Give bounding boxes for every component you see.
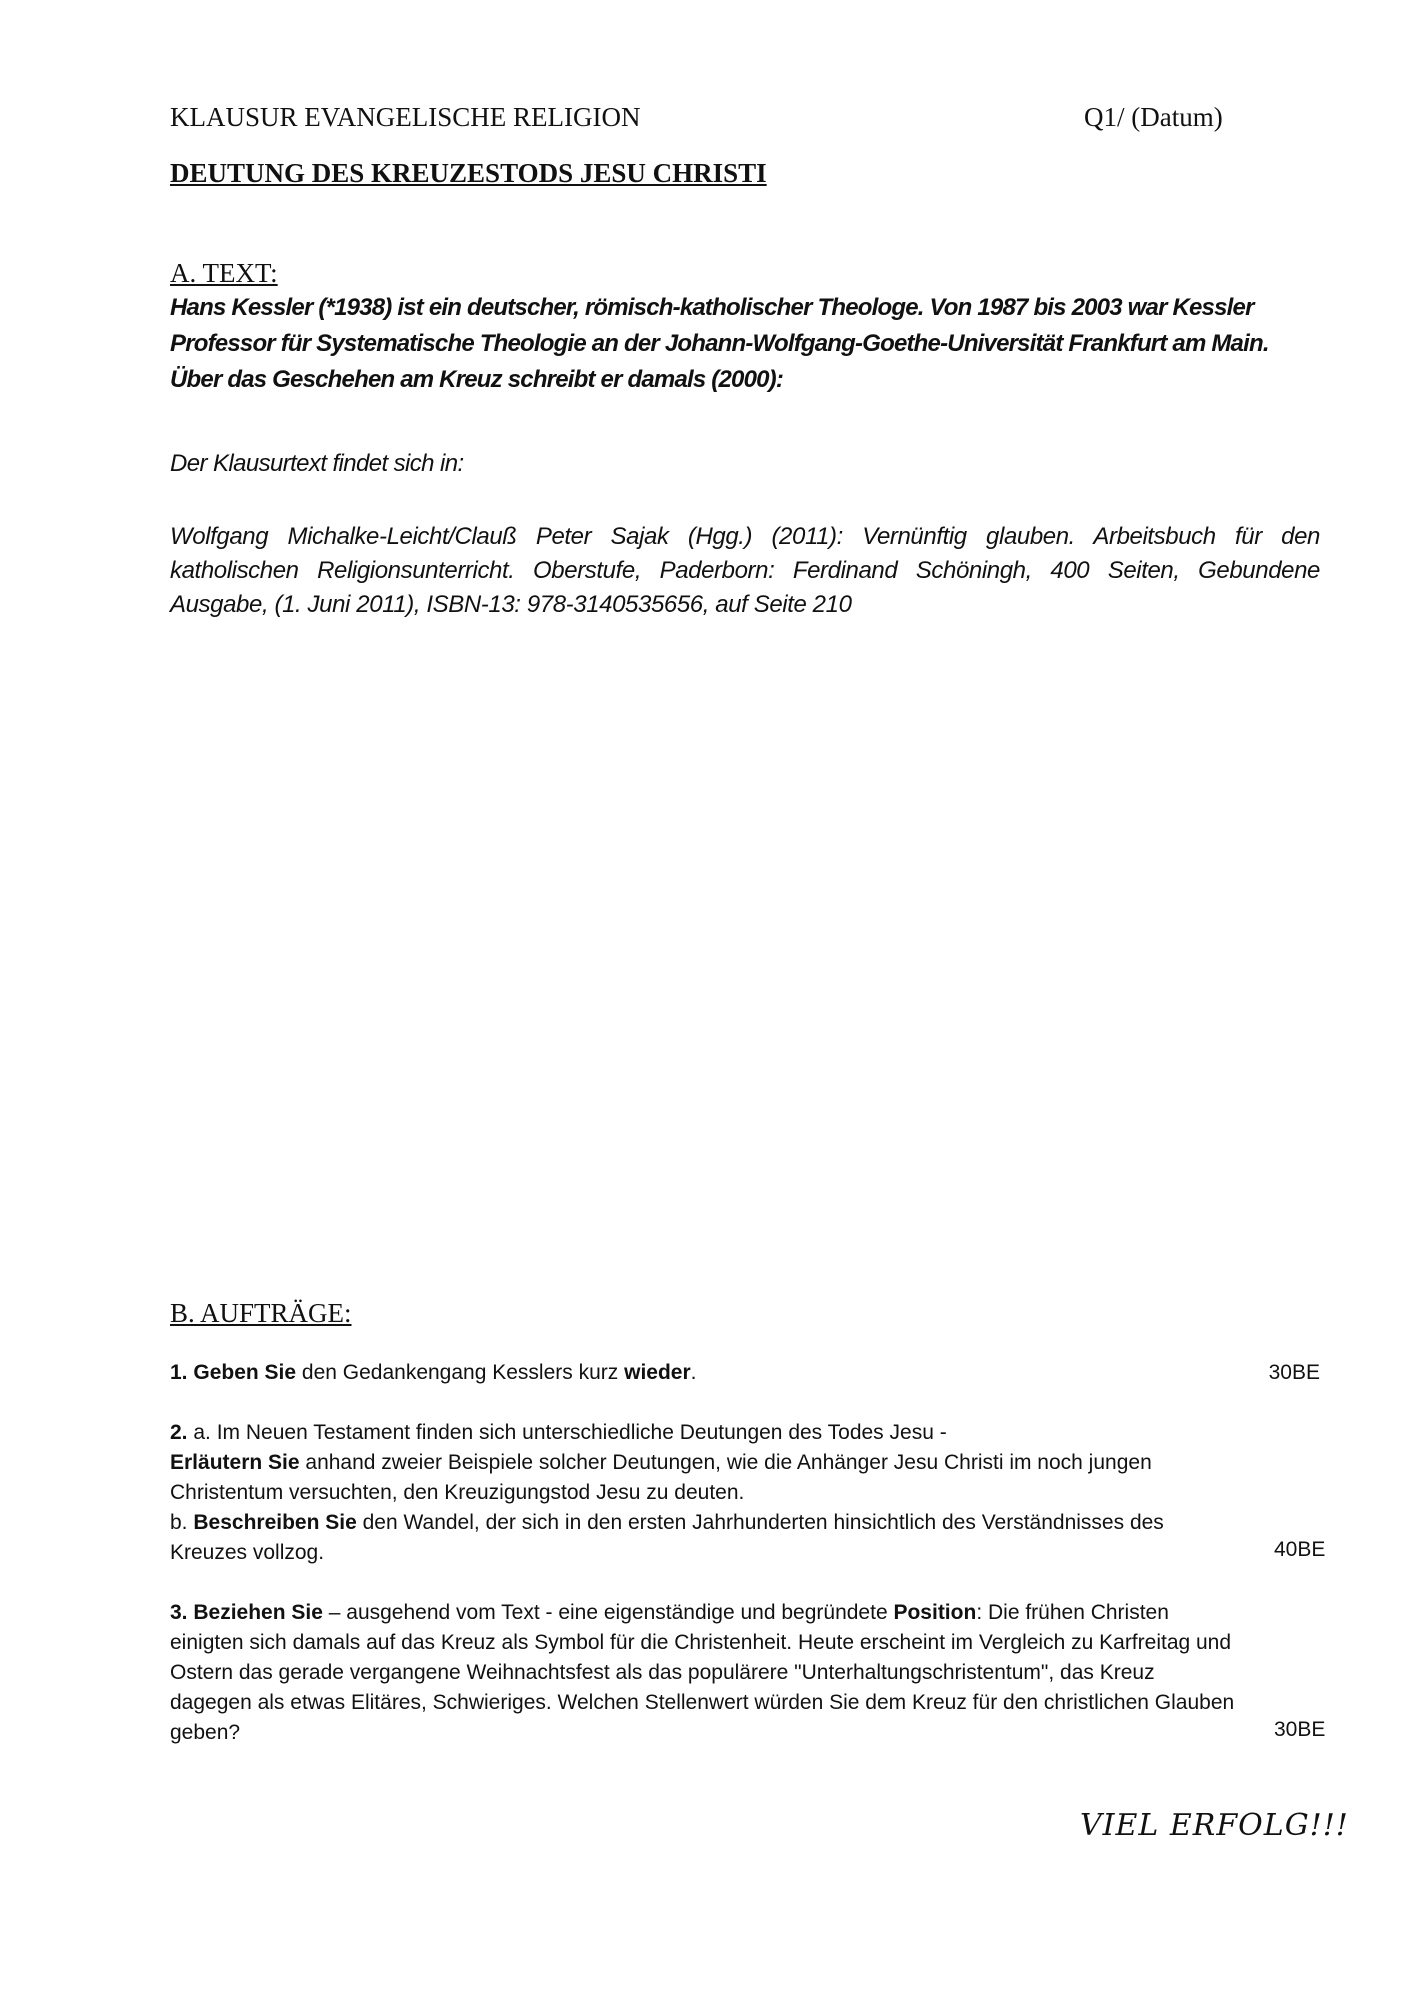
task-points: 30BE	[1268, 1361, 1320, 1384]
section-b-heading: B. AUFTRÄGE:	[170, 1298, 352, 1328]
task-points: 40BE	[1274, 1538, 1326, 1561]
task-number: 2.	[170, 1421, 188, 1444]
task-text: : Die frühen Christen einigten sich damals auf das Kreuz als Symbol für die Christenheit. Heute erscheint im Vergleich zu Karfreitag und Ostern das gerade vergangene Weihnachtsfest als das populärere "Unterhaltungschristentum", das Kreuz dagegen als etwas Elitäres, Schwieriges. Welchen Stellenwert würden Sie dem Kreuz für den christlichen Glauben geben?	[170, 1601, 1235, 1744]
exam-course-date: Q1/ (Datum)	[1084, 102, 1223, 132]
task-verb: Beziehen Sie	[193, 1601, 323, 1624]
task-1	[170, 1358, 1320, 1388]
page-title: DEUTUNG DES KREUZESTODS JESU CHRISTI	[170, 158, 767, 188]
task-text: den Wandel, der sich in den ersten Jahrhunderten hinsichtlich des Verständnisses des Kreuzes vollzog.	[170, 1511, 1164, 1564]
task-text: .	[690, 1361, 697, 1384]
intro-line: Hans Kessler (*1938) ist ein deutscher, römisch-katholischer Theologe. Von 1987 bis 2003 war Kessler	[170, 294, 1254, 321]
task-text: – ausgehend vom Text - eine eigenständige und begründete	[322, 1601, 894, 1624]
task-verb: Beschreiben Sie	[193, 1511, 357, 1534]
task-verb: wieder	[624, 1361, 691, 1384]
task-verb: Erläutern Sie	[170, 1451, 300, 1474]
intro-line: Professor für Systematische Theologie an der Johann-Wolfgang-Goethe-Universität Frankfurt am Main.	[170, 330, 1269, 357]
task-number: 1.	[170, 1361, 188, 1384]
task-3	[170, 1598, 1240, 1748]
task-verb: Geben Sie	[193, 1361, 297, 1384]
task-text: anhand zweier Beispiele solcher Deutungen, wie die Anhänger Jesu Christi im noch jungen Christentum versuchten, den Kreuzigungstod Jesu zu deuten.	[170, 1451, 1152, 1504]
section-a-heading: A. TEXT:	[170, 258, 278, 288]
source-label: Der Klausurtext findet sich in:	[170, 450, 464, 477]
task-text: den Gedankengang Kesslers kurz	[296, 1361, 625, 1384]
task-points: 30BE	[1274, 1718, 1326, 1741]
task-subitem-label: b.	[170, 1511, 194, 1534]
task-number: 3.	[170, 1601, 188, 1624]
author-intro	[170, 290, 1320, 398]
closing-message: VIEL ERFOLG!!!	[1080, 1808, 1349, 1843]
source-citation: Wolfgang Michalke-Leicht/Clauß Peter Sajak (Hgg.) (2011): Vernünftig glauben. Arbeitsbuch für den katholischen Religionsunterricht. Oberstufe, Paderborn: Ferdinand Schöningh, 400 Seiten, Gebundene Ausgabe, (1. Juni 2011), ISBN-13: 978-3140535656, auf Seite 210	[170, 523, 1320, 618]
task-2	[170, 1418, 1180, 1568]
task-keyword: Position	[893, 1601, 977, 1624]
exam-subject: KLAUSUR EVANGELISCHE RELIGION	[170, 102, 641, 132]
intro-line: Über das Geschehen am Kreuz schreibt er damals (2000):	[170, 366, 784, 393]
task-text: a. Im Neuen Testament finden sich unterschiedliche Deutungen des Todes Jesu -	[187, 1421, 947, 1444]
